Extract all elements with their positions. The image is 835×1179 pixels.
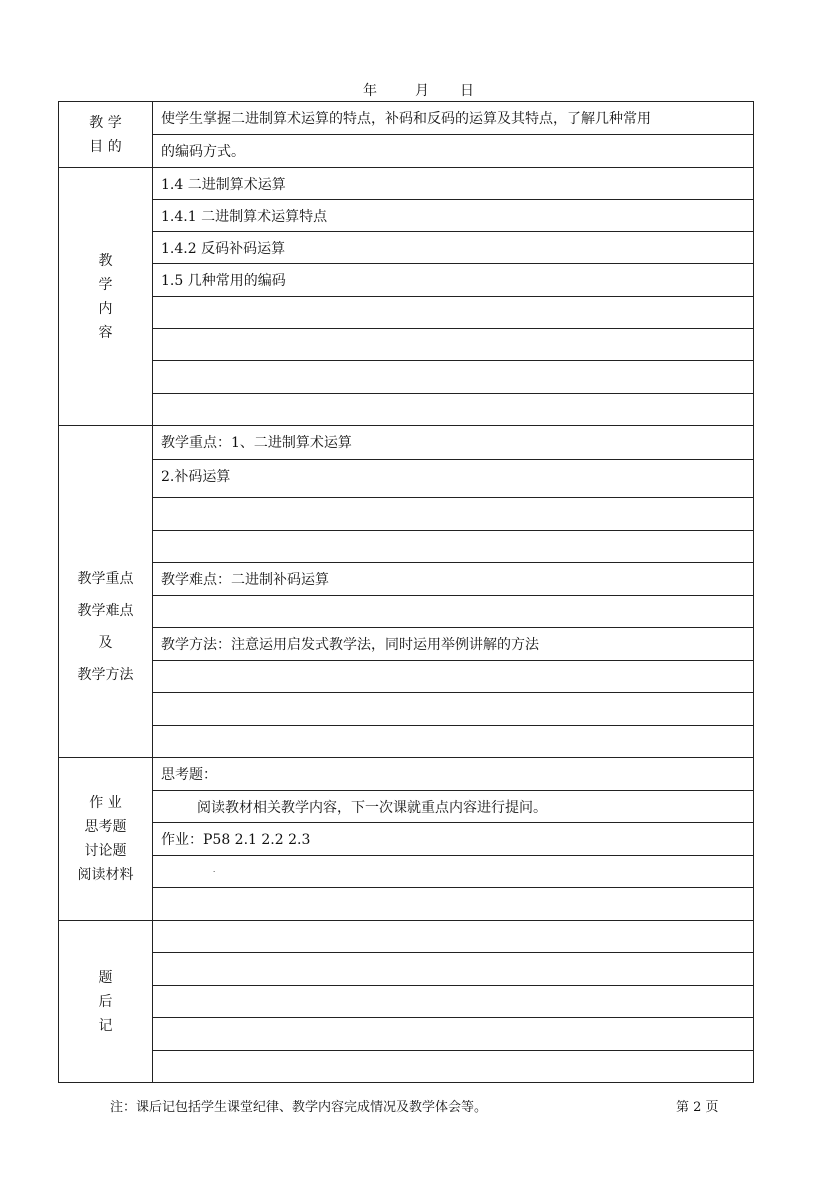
key-points-row: 教学难点：二进制补码运算 xyxy=(153,563,754,596)
key-points-row xyxy=(153,531,754,563)
content-row xyxy=(153,329,754,361)
footer-note: 注：课后记包括学生课堂纪律、教学内容完成情况及教学体会等。 xyxy=(110,1100,488,1115)
content-row: 1.4.1 二进制算术运算特点 xyxy=(153,200,754,232)
afterword-row xyxy=(153,921,754,953)
content-row xyxy=(153,297,754,329)
key-points-row: 2.补码运算 xyxy=(153,460,754,498)
afterword-row xyxy=(153,1018,754,1051)
afterword-row xyxy=(153,953,754,986)
key-points-row xyxy=(153,693,754,726)
content-row xyxy=(153,361,754,394)
key-points-row: 教学重点：1、二进制算术运算 xyxy=(153,426,754,460)
page-number: 第 2 页 xyxy=(676,1100,719,1115)
key-points-row xyxy=(153,726,754,758)
content-row: 1.4.2 反码补码运算 xyxy=(153,232,754,264)
content-row: 1.5 几种常用的编码 xyxy=(153,264,754,297)
afterword-row xyxy=(153,1051,754,1083)
objective-label: 教 学 目 的 xyxy=(59,102,153,168)
afterword-row xyxy=(153,986,754,1018)
objective-row: 使学生掌握二进制算术运算的特点，补码和反码的运算及其特点，了解几种常用 xyxy=(153,102,754,135)
key-points-row xyxy=(153,661,754,693)
homework-row: 阅读教材相关教学内容，下一次课就重点内容进行提问。 xyxy=(153,791,754,823)
content-row xyxy=(153,394,754,426)
homework-row: · xyxy=(153,856,754,888)
homework-label: 作 业 思考题 讨论题 阅读材料 xyxy=(59,758,153,921)
objective-row: 的编码方式。 xyxy=(153,135,754,168)
content-row: 1.4 二进制算术运算 xyxy=(153,168,754,200)
afterword-label: 题 后 记 xyxy=(59,921,153,1083)
key-points-row: 教学方法：注意运用启发式教学法，同时运用举例讲解的方法 xyxy=(153,628,754,661)
day-label: 日 xyxy=(460,83,474,99)
key-points-row xyxy=(153,498,754,531)
year-label: 年 xyxy=(363,83,377,99)
key-points-row xyxy=(153,596,754,628)
homework-row xyxy=(153,888,754,921)
lesson-plan-table xyxy=(58,101,754,1083)
month-label: 月 xyxy=(415,83,429,99)
content-label: 教 学 内 容 xyxy=(59,168,153,426)
homework-row: 思考题： xyxy=(153,758,754,791)
key-points-label: 教学重点 教学难点 及 教学方法 xyxy=(59,426,153,758)
homework-row: 作业：P58 2.1 2.2 2.3 xyxy=(153,823,754,856)
